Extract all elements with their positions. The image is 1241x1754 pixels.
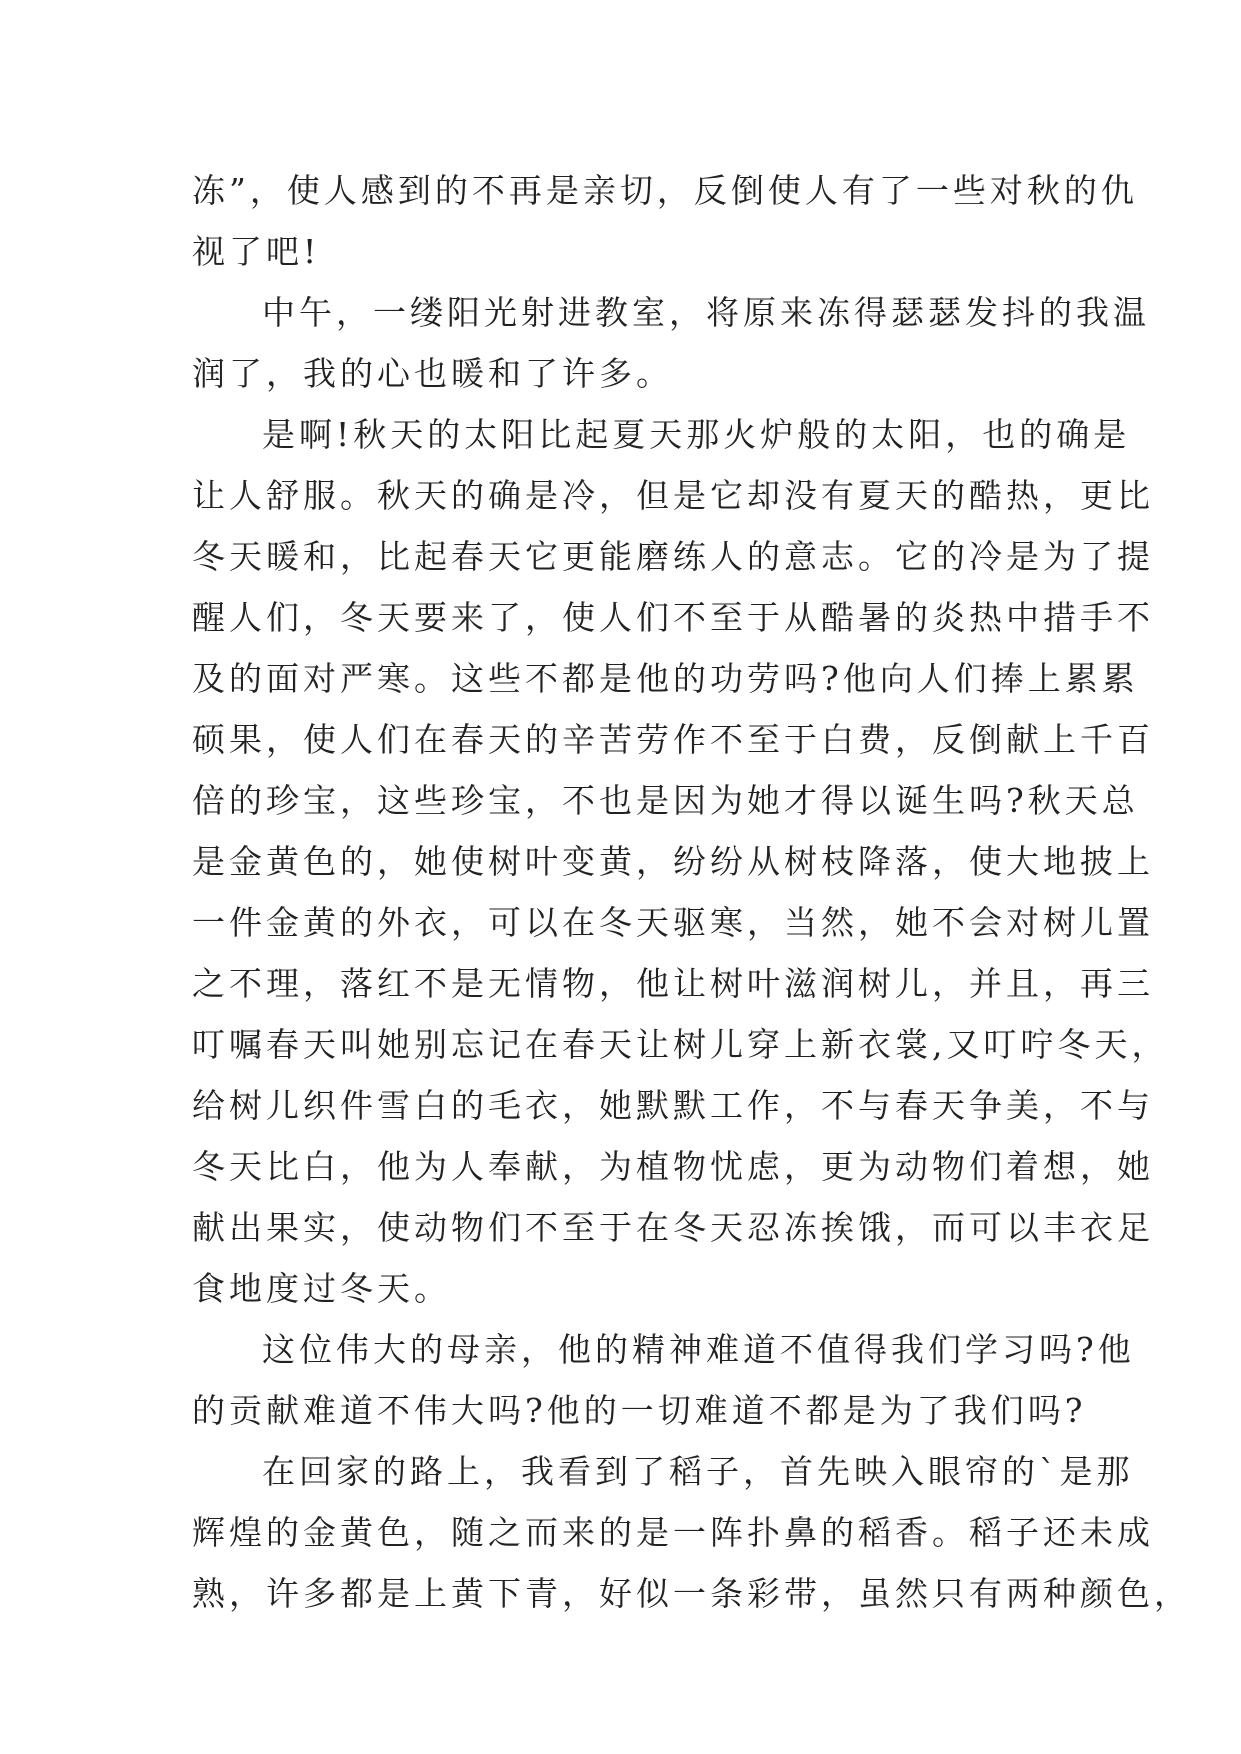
text-line: 给树儿织件雪白的毛衣，她默默工作，不与春天争美，不与	[192, 1086, 1154, 1125]
text-line: 献出果实，使动物们不至于在冬天忍冻挨饿，而可以丰衣足	[192, 1208, 1154, 1247]
text-line: 硕果，使人们在春天的辛苦劳作不至于白费，反倒献上千百	[192, 720, 1154, 759]
text-line: 熟，许多都是上黄下青，好似一条彩带，虽然只有两种颜色，	[192, 1574, 1191, 1613]
text-line: 食地度过冬天。	[192, 1269, 451, 1308]
text-line: 及的面对严寒。这些不都是他的功劳吗?他向人们捧上累累	[192, 659, 1139, 698]
text-line: 冻”，使人感到的不再是亲切，反倒使人有了一些对秋的仇	[192, 171, 1138, 210]
text-line: 润了，我的心也暖和了许多。	[192, 354, 673, 393]
text-line: 的贡献难道不伟大吗?他的一切难道不都是为了我们吗?	[192, 1391, 1087, 1430]
paragraph-start-line: 中午，一缕阳光射进教室，将原来冻得瑟瑟发抖的我温	[262, 293, 1150, 332]
text-line: 辉煌的金黄色，随之而来的是一阵扑鼻的稻香。稻子还未成	[192, 1513, 1154, 1552]
paragraph-start-line: 是啊!秋天的太阳比起夏天那火炉般的太阳，也的确是	[262, 415, 1131, 454]
text-line: 一件金黄的外衣，可以在冬天驱寒，当然，她不会对树儿置	[192, 903, 1154, 942]
paragraph-start-line: 在回家的路上，我看到了稻子，首先映入眼帘的`是那	[262, 1452, 1134, 1491]
body-text	[192, 160, 1191, 1624]
text-line: 是金黄色的，她使树叶变黄，纷纷从树枝降落，使大地披上	[192, 842, 1154, 881]
text-line: 醒人们，冬天要来了，使人们不至于从酷暑的炎热中措手不	[192, 598, 1154, 637]
text-line: 叮嘱春天叫她别忘记在春天让树儿穿上新衣裳,又叮咛冬天，	[192, 1025, 1169, 1064]
text-line: 之不理，落红不是无情物，他让树叶滋润树儿，并且，再三	[192, 964, 1154, 1003]
text-line: 让人舒服。秋天的确是冷，但是它却没有夏天的酷热，更比	[192, 476, 1154, 515]
text-line: 倍的珍宝，这些珍宝，不也是因为她才得以诞生吗?秋天总	[192, 781, 1139, 820]
text-line: 冬天暖和，比起春天它更能磨练人的意志。它的冷是为了提	[192, 537, 1154, 576]
paragraph-start-line: 这位伟大的母亲，他的精神难道不值得我们学习吗?他	[262, 1330, 1135, 1369]
text-line: 视了吧!	[192, 232, 321, 271]
text-line: 冬天比白，他为人奉献，为植物忧虑，更为动物们着想，她	[192, 1147, 1154, 1186]
